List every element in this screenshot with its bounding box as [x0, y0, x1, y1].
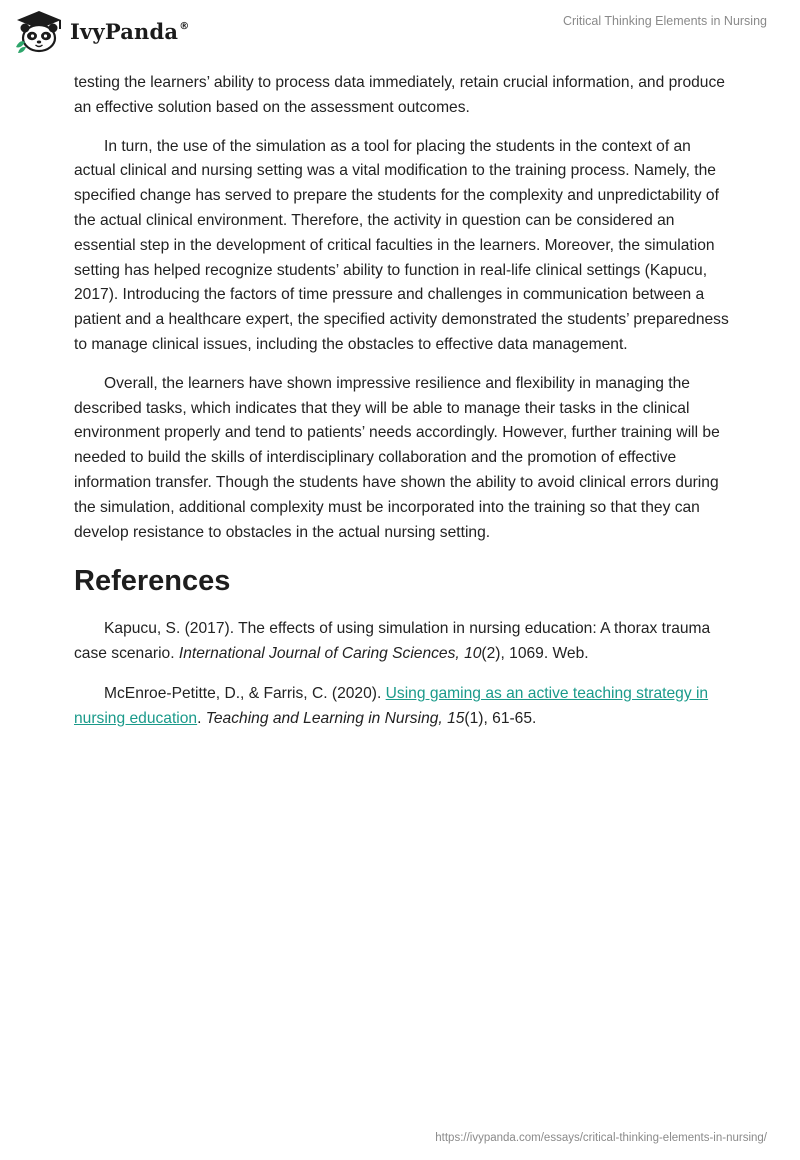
registered-mark: ®: [179, 20, 190, 32]
reference-journal: Teaching and Learning in Nursing, 15: [205, 709, 465, 727]
reference-link[interactable]: Using gaming as an active teaching strategy in nursing education: [74, 684, 709, 727]
reference-text: McEnroe-Petitte, D., & Farris, C. (2020).: [104, 684, 386, 702]
document-title: Critical Thinking Elements in Nursing: [562, 14, 767, 28]
page-header: [0, 0, 800, 60]
body-paragraph: In turn, the use of the simulation as a tool for placing the students in the context of an actual clinical and nursing setting was a vital modification to the training process. Namely, the specified change has served to prepare the students for the complexity and unpredictability of the actual clinical environment. Therefore, the activity in question can be considered an essential step in the development of critical faculties in the learners. Moreover, the simulation setting has helped recognize students’ ability to function in real-life clinical settings (Kapucu, 2017). Introducing the factors of time pressure and challenges in communication between a patient and a healthcare expert, the specified activity demonstrated the students’ preparedness to manage clinical issues, including the obstacles to effective data management.: [74, 137, 729, 353]
footer-url: https://ivypanda.com/essays/critical-thinking-elements-in-nursing/: [435, 1132, 767, 1144]
brand-name: [70, 19, 189, 44]
reference-punctuation: .: [197, 709, 206, 727]
reference-text: Kapucu, S. (2017). The effects of using simulation in nursing education: A thorax trauma case scenario.: [74, 620, 711, 663]
reference-journal: International Journal of Caring Sciences, 10: [178, 645, 482, 663]
reference-item: [74, 682, 734, 732]
document-body: [74, 71, 734, 747]
panda-graduation-cap-icon: [14, 9, 64, 53]
reference-item: [74, 617, 734, 667]
ivypanda-logo[interactable]: [14, 8, 189, 54]
reference-details: (1), 61-65.: [464, 709, 537, 727]
brand-text: IvyPanda: [70, 18, 179, 44]
body-paragraph: Overall, the learners have shown impressive resilience and flexibility in managing the described tasks, which indicates that they will be able to manage their tasks in the clinical environment properly and tend to patients’ needs accordingly. However, further training will be needed to build the skills of interdisciplinary collaboration and the promotion of effective information transfer. Though the students have shown the ability to avoid clinical errors during the simulation, additional complexity must be incorporated into the training so that they can develop resistance to obstacles in the actual nursing setting.: [74, 374, 720, 541]
body-paragraph: testing the learners’ ability to process data immediately, retain crucial information, and produce an effective solution based on the assessment outcomes.: [74, 74, 725, 116]
reference-details: (2), 1069. Web.: [481, 645, 589, 663]
references-heading: References: [74, 565, 231, 598]
